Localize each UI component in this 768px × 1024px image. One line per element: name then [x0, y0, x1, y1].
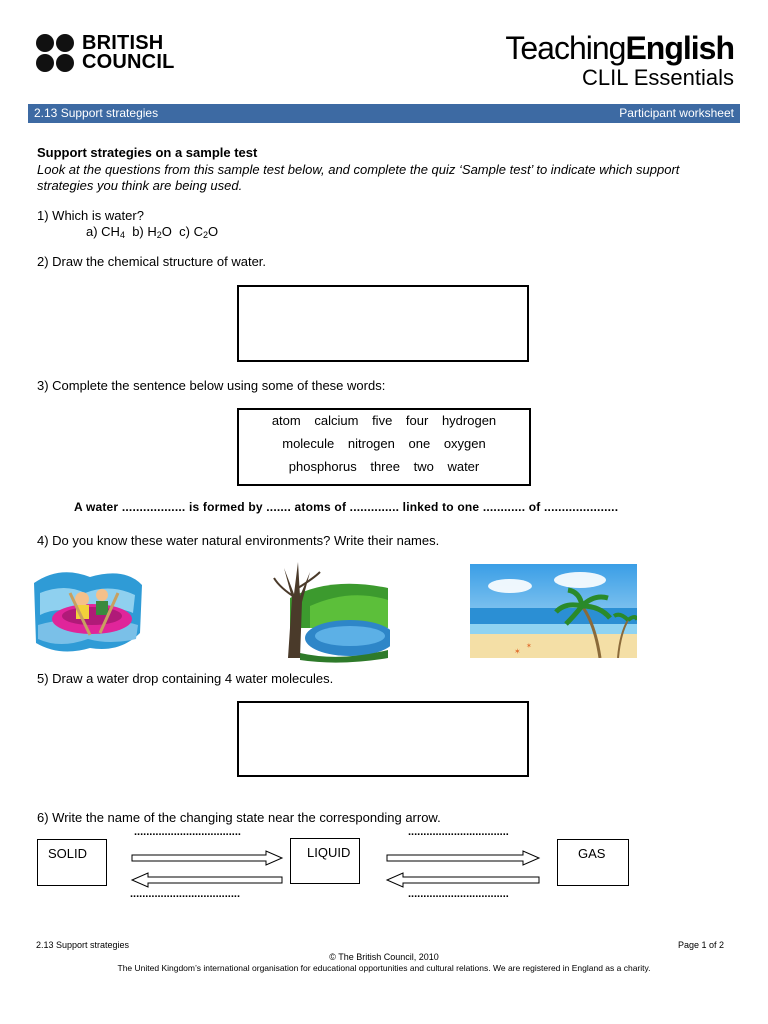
intro-text: Look at the questions from this sample test below, and complete the quiz ‘Sample test’ to indicate which support strategies you think are being used.: [37, 162, 680, 193]
q1-option-b-tail: O: [161, 224, 172, 239]
q1-option-b-sub: 2: [156, 230, 162, 240]
word: one: [408, 436, 431, 451]
teaching-english-title: [505, 30, 734, 67]
word: water: [447, 459, 480, 474]
river-rafting-image: [30, 563, 145, 658]
q1-options: [86, 224, 218, 240]
svg-text:✶: ✶: [514, 647, 521, 656]
page-number: Page 1 of 2: [677, 940, 724, 950]
q1-option-c-sub: 2: [202, 230, 208, 240]
q5-answer-box[interactable]: [237, 701, 529, 777]
gas-box: [557, 839, 629, 886]
clil-subtitle: CLIL Essentials: [581, 65, 734, 90]
band-left-label: 2.13 Support strategies: [34, 106, 159, 120]
arrow-right-icon: [132, 851, 282, 865]
q3-question: 3) Complete the sentence below using some of these words:: [37, 378, 386, 393]
word-bank-row-1: [239, 413, 529, 428]
word: calcium: [314, 413, 359, 428]
q1-question: 1) Which is water?: [37, 208, 144, 223]
q2-answer-box[interactable]: [237, 285, 529, 362]
beach-image: [470, 564, 637, 658]
band-right-label: Participant worksheet: [619, 106, 734, 120]
q1-option-a: a) CH: [86, 224, 120, 239]
q6-answer-line-bottom-2[interactable]: .................................: [408, 888, 509, 900]
q2-question: 2) Draw the chemical structure of water.: [37, 254, 267, 269]
fill-in-sentence[interactable]: A water .................. is formed by ....... atoms of .............. linked to one ............ of .....................: [74, 500, 619, 514]
section-band: [28, 104, 740, 123]
word: five: [372, 413, 393, 428]
page-title: Support strategies on a sample test: [37, 145, 258, 160]
te-bold: English: [625, 30, 734, 66]
word: molecule: [282, 436, 335, 451]
solid-box: [37, 839, 107, 886]
footer-charity: The United Kingdom’s international organisation for educational opportunities and cultural relations. We are registered in England as a charity.: [117, 963, 651, 973]
word: two: [413, 459, 434, 474]
word: three: [370, 459, 400, 474]
solid-label: SOLID: [48, 846, 88, 861]
footer-left: 2.13 Support strategies: [36, 940, 130, 950]
arrows-solid-liquid: [128, 848, 286, 888]
q1-option-a-sub: 4: [119, 230, 125, 240]
q6-answer-line-bottom-1[interactable]: ....................................: [130, 888, 241, 900]
logo-dots-icon: [36, 34, 74, 72]
q1-option-b: b) H: [132, 224, 157, 239]
logo-text-line2: COUNCIL: [82, 51, 175, 73]
word: hydrogen: [441, 413, 497, 428]
arrows-liquid-gas: [383, 848, 543, 888]
liquid-label: LIQUID: [307, 845, 351, 860]
q4-question: 4) Do you know these water natural environments? Write their names.: [37, 533, 440, 548]
q6-question: 6) Write the name of the changing state near the corresponding arrow.: [37, 810, 441, 825]
word: nitrogen: [347, 436, 395, 451]
british-council-logo: [36, 34, 175, 72]
arrow-right-icon: [387, 851, 539, 865]
word: four: [405, 413, 429, 428]
q6-answer-line-top-1[interactable]: ...................................: [134, 826, 241, 838]
word-bank-row-3: [239, 459, 529, 474]
q1-option-c-tail: O: [208, 224, 219, 239]
gas-label: GAS: [578, 846, 606, 861]
q1-option-c: c) C: [179, 224, 203, 239]
word-bank-box: [237, 408, 531, 486]
footer-copyright: © The British Council, 2010: [329, 952, 439, 962]
te-light: Teaching: [505, 30, 626, 66]
q5-question: 5) Draw a water drop containing 4 water molecules.: [37, 671, 334, 686]
logo-text-line1: BRITISH: [82, 32, 164, 54]
word: phosphorus: [288, 459, 357, 474]
word-bank-row-2: [239, 436, 529, 451]
q6-answer-line-top-2[interactable]: .................................: [408, 826, 509, 838]
lake-landscape-image: [270, 558, 390, 663]
liquid-box: [290, 838, 360, 884]
svg-text:✶: ✶: [526, 642, 532, 650]
word: atom: [271, 413, 301, 428]
word: oxygen: [443, 436, 486, 451]
arrow-left-icon: [387, 873, 539, 887]
arrow-left-icon: [132, 873, 282, 887]
